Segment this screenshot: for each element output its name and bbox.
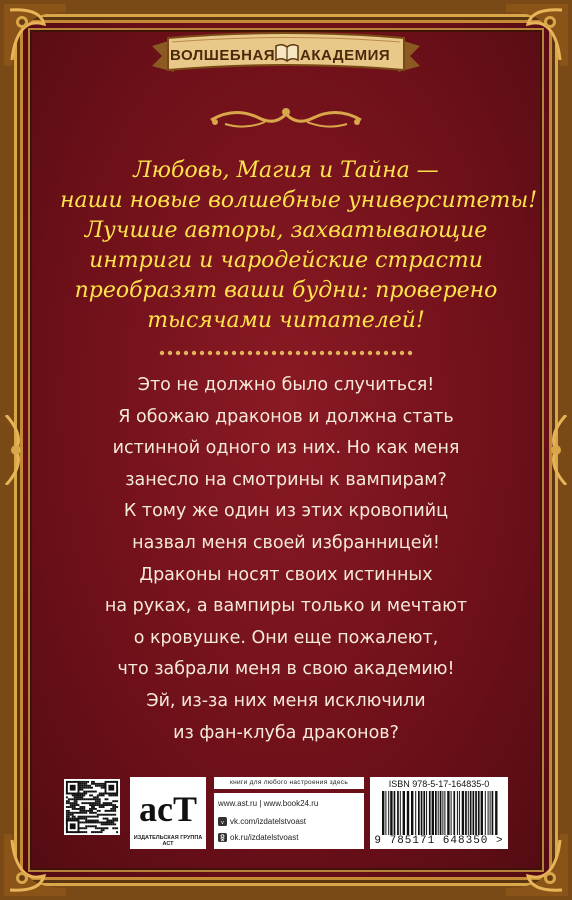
ast-logo <box>134 783 202 831</box>
tagline-line: интриги и чародейские страсти <box>89 248 483 273</box>
tagline-line: Любовь, Магия и Тайна — <box>133 158 439 183</box>
series-tagline <box>60 156 538 336</box>
blurb-line: истинной одного из них. Но как меня <box>112 438 460 459</box>
blurb-line: назвал меня своей избранницей! <box>132 532 440 553</box>
tagline-line: тысячами читателей! <box>147 308 425 333</box>
barcode-digits: 9 785171 648350 > <box>374 835 504 847</box>
blurb-line: из фан-клуба драконов? <box>173 722 399 743</box>
vk-link-text: vk.com/izdatelstvoast <box>230 817 307 826</box>
side-ornament-icon <box>544 415 570 485</box>
publisher-slogan: книги для любого настроения здесь <box>214 777 364 789</box>
publisher-caption: ИЗДАТЕЛЬСКАЯ ГРУППА АСТ <box>133 835 203 847</box>
publisher-block <box>64 773 508 855</box>
book-blurb <box>70 370 502 749</box>
publisher-links <box>214 793 364 849</box>
ok-icon <box>218 833 227 842</box>
publisher-sites-link[interactable]: www.ast.ru | www.book24.ru <box>218 799 319 808</box>
corner-ornament-icon <box>502 830 572 900</box>
ok-link[interactable] <box>218 833 298 842</box>
blurb-line: К тому же один из этих кровопийц <box>123 501 449 522</box>
blurb-line: Эй, из-за них меня исключили <box>146 690 426 711</box>
dotted-divider <box>158 348 414 358</box>
svg-text:v: v <box>221 820 224 827</box>
flourish-ornament-icon <box>205 100 367 134</box>
blurb-line: Это не должно было случиться! <box>137 375 435 395</box>
open-book-icon <box>274 40 300 64</box>
blurb-line: Я обожаю драконов и должна стать <box>118 406 454 427</box>
qr-code[interactable] <box>64 779 120 835</box>
tagline-line: Лучшие авторы, захватывающие <box>84 218 488 243</box>
blurb-line: что забрали меня в свою академию! <box>117 659 455 680</box>
ok-link-text: ok.ru/izdatelstvoast <box>230 833 299 842</box>
isbn-label: ISBN 978-5-17-164835-0 <box>388 779 490 789</box>
corner-ornament-icon <box>0 0 70 70</box>
ast-logo-text: acT <box>139 789 197 829</box>
corner-ornament-icon <box>502 0 572 70</box>
isbn-barcode-box <box>370 777 508 849</box>
tagline-line: преобразят ваши будни: проверено <box>74 278 498 303</box>
blurb-line: о кровушке. Они еще пожалеют, <box>133 627 439 648</box>
side-ornament-icon <box>2 415 28 485</box>
blurb-line: Драконы носят своих истинных <box>139 564 433 585</box>
series-title-right: АКАДЕМИЯ <box>300 47 391 64</box>
series-title-left: ВОЛШЕБНАЯ <box>170 47 276 64</box>
corner-ornament-icon <box>0 830 70 900</box>
vk-link[interactable] <box>218 817 306 826</box>
vk-icon <box>218 817 227 826</box>
tagline-line: наши новые волшебные университеты! <box>60 188 538 213</box>
blurb-line: на руках, а вампиры только и мечтают <box>104 596 468 617</box>
blurb-line: занесло на смотрины к вампирам? <box>125 469 447 490</box>
barcode <box>380 791 500 835</box>
